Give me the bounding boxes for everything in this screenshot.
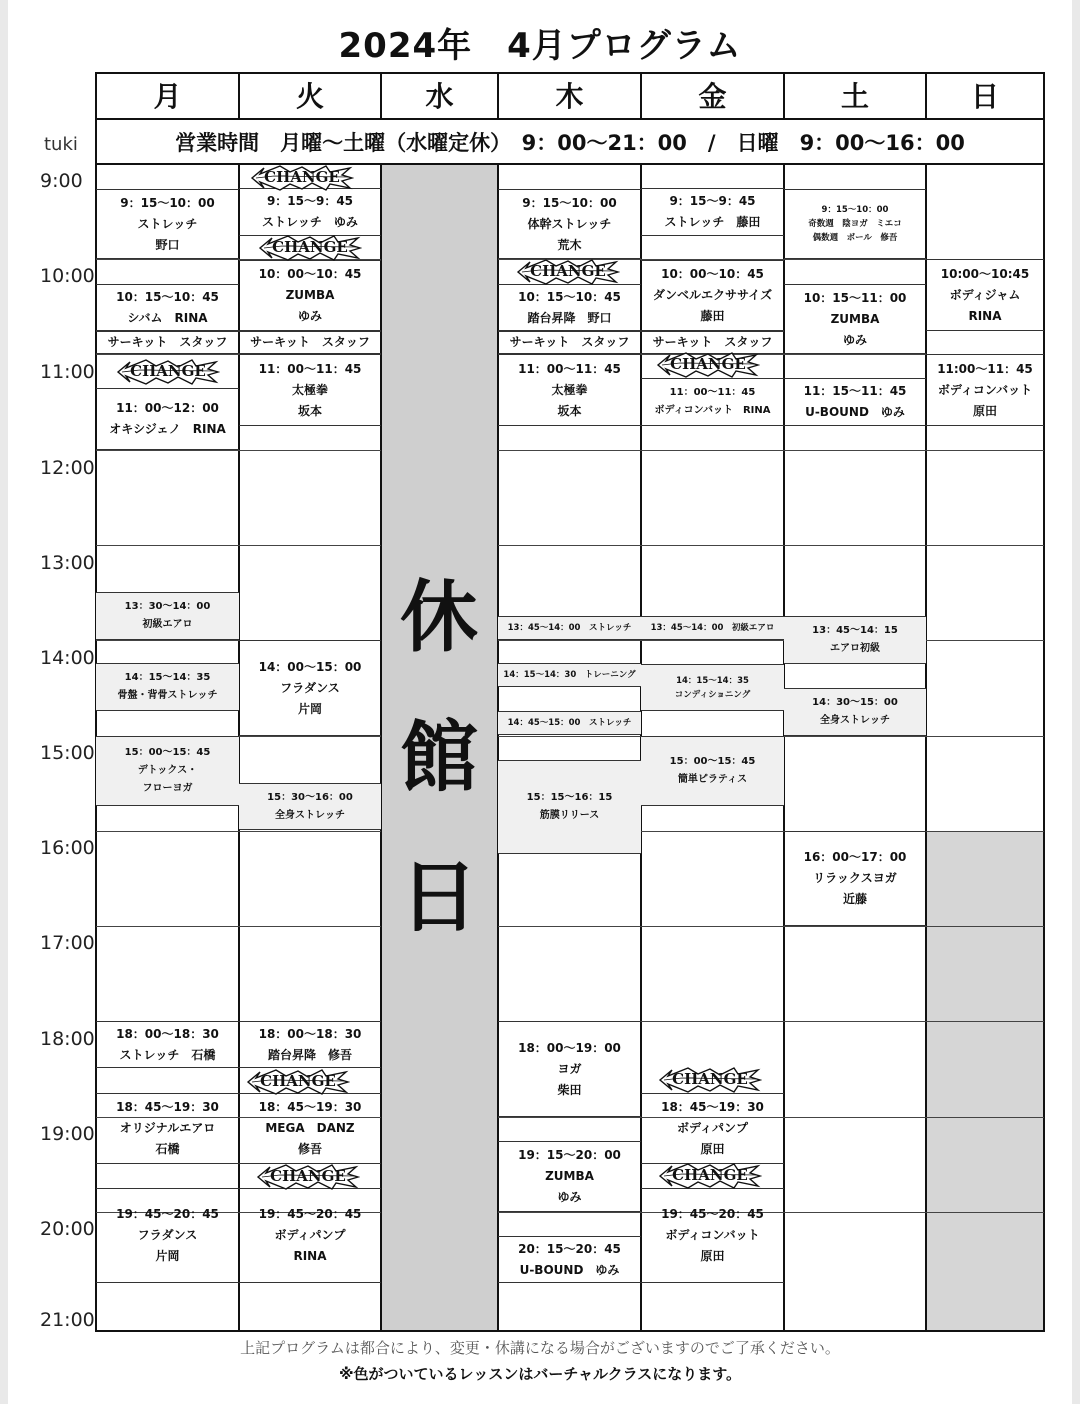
class-detail: 原田 <box>972 403 997 418</box>
class-detail: リラックスヨガ <box>813 871 897 885</box>
hour-gridline <box>926 831 1044 832</box>
change-badge <box>258 235 362 261</box>
class-detail: 野口 <box>155 237 180 252</box>
class-detail: ボディコンバット <box>665 1228 760 1242</box>
time-label: 12:00 <box>40 457 95 479</box>
change-badge <box>658 1067 762 1093</box>
page-title: 2024年 4月プログラム <box>338 26 742 66</box>
class-detail: 坂本 <box>557 403 582 418</box>
business-hours: 営業時間 月曜～土曜（水曜定休） 9：00～21：00 / 日曜 9：00～16：00 <box>175 131 965 155</box>
hour-gridline <box>926 450 1044 451</box>
time-label: 17:00 <box>40 932 95 954</box>
class-detail: ボディコンバット <box>937 382 1033 397</box>
class-block <box>784 378 926 426</box>
change-label: CHANGE <box>272 238 348 256</box>
class-time: 10：15～10：45 <box>518 289 621 304</box>
class-detail: 踏台昇降 修吾 <box>267 1047 352 1062</box>
class-block <box>498 1141 641 1212</box>
class-detail: コンディショニング <box>674 689 751 700</box>
class-detail: フローヨガ <box>142 783 193 794</box>
class-block <box>96 1021 239 1068</box>
hour-gridline <box>239 545 381 546</box>
class-time: 14：30～15：00 <box>812 697 898 708</box>
class-detail: フラダンス <box>137 1228 198 1242</box>
class-time: サーキット スタッフ <box>509 335 630 349</box>
change-badge <box>516 259 620 285</box>
class-block <box>239 1093 381 1164</box>
class-block <box>498 331 641 354</box>
class-block <box>498 1236 641 1283</box>
time-label: 13:00 <box>40 552 95 574</box>
class-time: 11:00～11：45 <box>937 361 1033 376</box>
class-time: 10：15～10：45 <box>116 289 219 304</box>
class-time: 9：15～9：45 <box>669 194 756 208</box>
class-time: 18：45～19：30 <box>258 1100 362 1114</box>
time-label: 18:00 <box>40 1028 95 1050</box>
class-time: 19：15～20：00 <box>518 1148 621 1162</box>
class-block <box>926 354 1044 426</box>
class-block <box>96 736 239 806</box>
class-block <box>641 331 784 354</box>
class-block <box>498 1021 641 1117</box>
class-block <box>498 760 641 854</box>
class-time: 18：45～19：30 <box>116 1100 219 1114</box>
class-detail: 初級エアロ <box>142 619 193 630</box>
hour-gridline <box>784 1021 926 1022</box>
time-label: 20:00 <box>40 1218 95 1240</box>
class-detail: 偶数週 ボール 修吾 <box>812 233 898 243</box>
grid-border <box>640 72 642 120</box>
hour-gridline <box>926 736 1044 737</box>
class-block <box>96 1093 239 1164</box>
class-time: 11：00～11：45 <box>669 387 756 398</box>
day-header-0: 月 <box>153 80 182 113</box>
class-block <box>641 378 784 426</box>
class-time: 19：45～20：45 <box>116 1207 219 1221</box>
class-time: 10：00～10：45 <box>661 267 764 281</box>
hour-gridline <box>239 926 381 927</box>
hour-gridline <box>926 1117 1044 1118</box>
class-time: 11：15～11：45 <box>803 384 907 398</box>
class-detail: ボディコンバット RINA <box>654 405 771 416</box>
class-time: 15：15～16：15 <box>526 792 613 803</box>
class-detail: 太極拳 <box>551 382 588 397</box>
class-block <box>239 260 381 331</box>
class-time: 16：00～17：00 <box>803 850 907 864</box>
hour-gridline <box>641 926 784 927</box>
class-detail: ゆみ <box>842 332 867 347</box>
grid-border <box>380 72 382 120</box>
hour-gridline <box>498 1212 641 1213</box>
class-block <box>239 188 381 236</box>
class-detail: 踏台昇降 野口 <box>527 310 612 325</box>
class-block <box>498 189 641 259</box>
hour-gridline <box>784 736 926 737</box>
class-time: 14：15～14：35 <box>124 672 211 683</box>
time-label: 19:00 <box>40 1123 95 1145</box>
class-block <box>239 1188 381 1283</box>
class-block <box>96 189 239 259</box>
hour-gridline <box>784 1212 926 1213</box>
class-block <box>641 260 784 331</box>
time-label: 16:00 <box>40 837 95 859</box>
class-block <box>784 831 926 926</box>
class-time: サーキット スタッフ <box>652 335 773 349</box>
class-detail: ダンベルエクササイズ <box>652 288 773 302</box>
day-header-1: 火 <box>295 80 324 113</box>
class-time: 9：15～9：45 <box>266 194 354 208</box>
class-detail: 近藤 <box>842 892 867 906</box>
hour-gridline <box>641 545 784 546</box>
hour-gridline <box>784 545 926 546</box>
class-detail: エアロ初級 <box>830 643 880 654</box>
class-block <box>96 284 239 331</box>
class-detail: 全身ストレッチ <box>820 715 890 726</box>
class-detail: ボディパンプ <box>676 1121 749 1135</box>
class-time: 15：30～16：00 <box>267 791 353 803</box>
class-detail: 原田 <box>700 1249 725 1263</box>
class-time: 19：45～20：45 <box>661 1207 764 1221</box>
class-block <box>498 711 641 735</box>
change-badge <box>116 359 220 385</box>
class-detail: 簡単ピラティス <box>677 774 748 785</box>
change-label: CHANGE <box>260 1072 336 1090</box>
class-detail: ボディパンプ <box>274 1228 346 1242</box>
class-detail: 藤田 <box>700 309 725 323</box>
grid-border <box>783 72 785 120</box>
hour-gridline <box>239 831 381 832</box>
class-time: 18：00～18：30 <box>116 1026 219 1041</box>
hour-gridline <box>784 259 926 260</box>
sunday-closed-area <box>926 832 1043 1331</box>
grid-border <box>925 72 927 120</box>
change-label: CHANGE <box>530 262 606 280</box>
time-label: 9:00 <box>40 170 83 192</box>
grid-border <box>238 72 240 120</box>
hours-side-label: tuki <box>44 134 78 155</box>
class-detail: 原田 <box>700 1142 725 1156</box>
change-badge <box>658 1163 762 1189</box>
class-block <box>96 331 239 354</box>
time-label: 14:00 <box>40 647 95 669</box>
class-block <box>641 736 784 806</box>
class-time: 11：00～12：00 <box>116 401 219 415</box>
hour-gridline <box>239 450 381 451</box>
class-time: 13：30～14：00 <box>124 601 211 612</box>
hour-gridline <box>641 640 784 641</box>
class-time: 11：00～11：45 <box>518 361 621 376</box>
class-detail: 片岡 <box>155 1249 180 1263</box>
class-block <box>96 388 239 450</box>
day-header-5: 土 <box>840 80 869 113</box>
class-time: 19：45～20：45 <box>258 1207 362 1221</box>
hour-gridline <box>784 1117 926 1118</box>
change-label: CHANGE <box>130 362 206 380</box>
change-badge <box>246 1069 350 1095</box>
class-detail: ZUMBA <box>545 1169 594 1183</box>
class-block <box>239 331 381 354</box>
class-time: 18：00～19：00 <box>518 1040 621 1055</box>
class-block <box>641 1188 784 1283</box>
class-detail: 修吾 <box>297 1142 322 1156</box>
class-time: サーキット スタッフ <box>250 335 370 349</box>
change-badge <box>656 352 760 378</box>
day-header-2: 水 <box>425 80 454 113</box>
hour-gridline <box>498 640 641 641</box>
class-block <box>784 189 926 259</box>
class-block <box>641 188 784 236</box>
class-block <box>784 284 926 354</box>
class-time: 13：45～14：15 <box>812 625 898 636</box>
hour-gridline <box>96 259 239 260</box>
class-block <box>96 663 239 711</box>
class-block <box>498 354 641 426</box>
day-header-6: 日 <box>970 80 999 113</box>
class-detail: ゆみ <box>557 1190 582 1204</box>
time-label: 11:00 <box>40 361 95 383</box>
class-block <box>784 616 926 664</box>
class-time: 18：00～18：30 <box>258 1026 362 1041</box>
class-detail: 片岡 <box>297 701 322 716</box>
hour-gridline <box>498 736 641 737</box>
class-detail: シバム RINA <box>127 310 208 325</box>
closed-char-3: 日 <box>399 853 478 943</box>
time-label: 15:00 <box>40 742 95 764</box>
hour-gridline <box>96 450 239 451</box>
class-detail: ZUMBA <box>285 288 335 302</box>
class-detail: 体幹ストレッチ <box>527 216 612 231</box>
class-time: 11：00～11：45 <box>258 361 362 376</box>
hour-gridline <box>926 545 1044 546</box>
hour-gridline <box>498 450 641 451</box>
class-detail: ストレッチ 石橋 <box>119 1047 216 1062</box>
change-label: CHANGE <box>672 1166 748 1184</box>
class-detail: ZUMBA <box>830 311 880 326</box>
hour-gridline <box>926 1021 1044 1022</box>
hour-gridline <box>96 640 239 641</box>
class-block <box>641 616 784 640</box>
class-detail: RINA <box>293 1249 327 1263</box>
class-block <box>96 1188 239 1283</box>
footer-note: 上記プログラムは都合により、変更・休講になる場合がございますのでご了承ください。 <box>240 1339 840 1357</box>
hour-gridline <box>498 1117 641 1118</box>
hour-gridline <box>784 926 926 927</box>
class-time: 10:00～10:45 <box>940 266 1030 281</box>
closed-char-1: 休 <box>399 573 478 663</box>
class-block <box>239 1021 381 1068</box>
hour-gridline <box>239 736 381 737</box>
time-label: 10:00 <box>40 265 95 287</box>
class-detail: ヨガ <box>557 1061 582 1076</box>
change-badge <box>250 165 354 191</box>
class-block <box>784 688 926 736</box>
hour-gridline <box>641 450 784 451</box>
class-detail: 荒木 <box>557 237 582 252</box>
class-block <box>641 664 784 711</box>
class-block <box>641 1093 784 1164</box>
hour-gridline <box>784 450 926 451</box>
class-time: 14：45～15：00 ストレッチ <box>507 718 632 728</box>
hour-gridline <box>498 926 641 927</box>
class-detail: 柴田 <box>557 1082 582 1097</box>
hour-gridline <box>926 1212 1044 1213</box>
class-detail: 骨盤・背骨ストレッチ <box>117 690 218 701</box>
class-detail: U-BOUND ゆみ <box>805 405 905 419</box>
class-time: 14：00～15：00 <box>258 659 362 674</box>
class-time: 9：15～10：00 <box>120 195 215 210</box>
class-time: 15：00～15：45 <box>669 756 756 767</box>
class-detail: 奇数週 陰ヨガ ミエコ <box>808 219 902 229</box>
class-detail: デトックス・ <box>137 765 198 776</box>
class-detail: RINA <box>968 308 1002 323</box>
time-label: 21:00 <box>40 1309 95 1331</box>
closed-char-2: 館 <box>399 713 478 803</box>
class-block <box>239 354 381 426</box>
day-header-3: 木 <box>555 80 584 113</box>
class-detail: U-BOUND ゆみ <box>519 1262 620 1277</box>
hour-gridline <box>498 545 641 546</box>
hour-gridline <box>96 354 239 355</box>
class-detail: ボディジャム <box>949 287 1021 302</box>
class-block <box>926 259 1044 331</box>
hour-gridline <box>96 926 239 927</box>
class-detail: 太極拳 <box>291 382 328 397</box>
class-detail: 石橋 <box>155 1142 180 1156</box>
class-detail: ストレッチ 藤田 <box>664 215 761 229</box>
hour-gridline <box>926 640 1044 641</box>
class-time: 20：15～20：45 <box>518 1241 621 1256</box>
class-detail: オリジナルエアロ <box>119 1121 216 1135</box>
grid-border <box>497 72 499 120</box>
change-label: CHANGE <box>672 1070 748 1088</box>
hour-gridline <box>784 354 926 355</box>
class-block <box>239 640 381 736</box>
class-detail: ストレッチ ゆみ <box>262 215 358 229</box>
change-label: CHANGE <box>670 355 746 373</box>
class-detail: 全身ストレッチ <box>275 809 345 821</box>
class-block <box>239 783 381 830</box>
class-time: 10：00～10：45 <box>258 267 362 281</box>
class-detail: ゆみ <box>297 309 322 323</box>
class-detail: MEGA DANZ <box>265 1121 355 1135</box>
change-badge <box>256 1164 360 1190</box>
class-detail: ストレッチ <box>137 216 198 231</box>
hour-gridline <box>96 831 239 832</box>
class-time: 14：15～14：30 トレーニング <box>503 670 636 680</box>
change-label: CHANGE <box>264 168 340 186</box>
class-time: 13：45～14：00 ストレッチ <box>507 623 632 633</box>
class-detail: 坂本 <box>297 403 322 418</box>
class-time: 9：15～10：00 <box>821 205 889 215</box>
class-detail: フラダンス <box>280 680 340 695</box>
class-time: 10：15～11：00 <box>803 290 907 305</box>
class-time: 14：15～14：35 <box>676 675 749 686</box>
day-header-4: 金 <box>698 80 727 113</box>
class-block <box>96 592 239 640</box>
class-time: 13：45～14：00 初級エアロ <box>650 623 775 633</box>
hour-gridline <box>926 926 1044 927</box>
class-time: サーキット スタッフ <box>107 335 228 349</box>
hour-gridline <box>641 1021 784 1022</box>
hour-gridline <box>641 831 784 832</box>
class-detail: オキシジェノ RINA <box>109 422 226 436</box>
class-block <box>498 663 641 687</box>
class-block <box>498 616 641 640</box>
class-time: 15：00～15：45 <box>124 747 211 758</box>
class-detail: 筋膜リリース <box>539 810 600 821</box>
class-time: 9：15～10：00 <box>522 195 617 210</box>
change-label: CHANGE <box>270 1167 346 1185</box>
class-time: 18：45～19：30 <box>661 1100 764 1114</box>
hour-gridline <box>96 545 239 546</box>
footer-virtual-note: ※色がついているレッスンはバーチャルクラスになります。 <box>338 1365 742 1383</box>
class-block <box>498 284 641 331</box>
